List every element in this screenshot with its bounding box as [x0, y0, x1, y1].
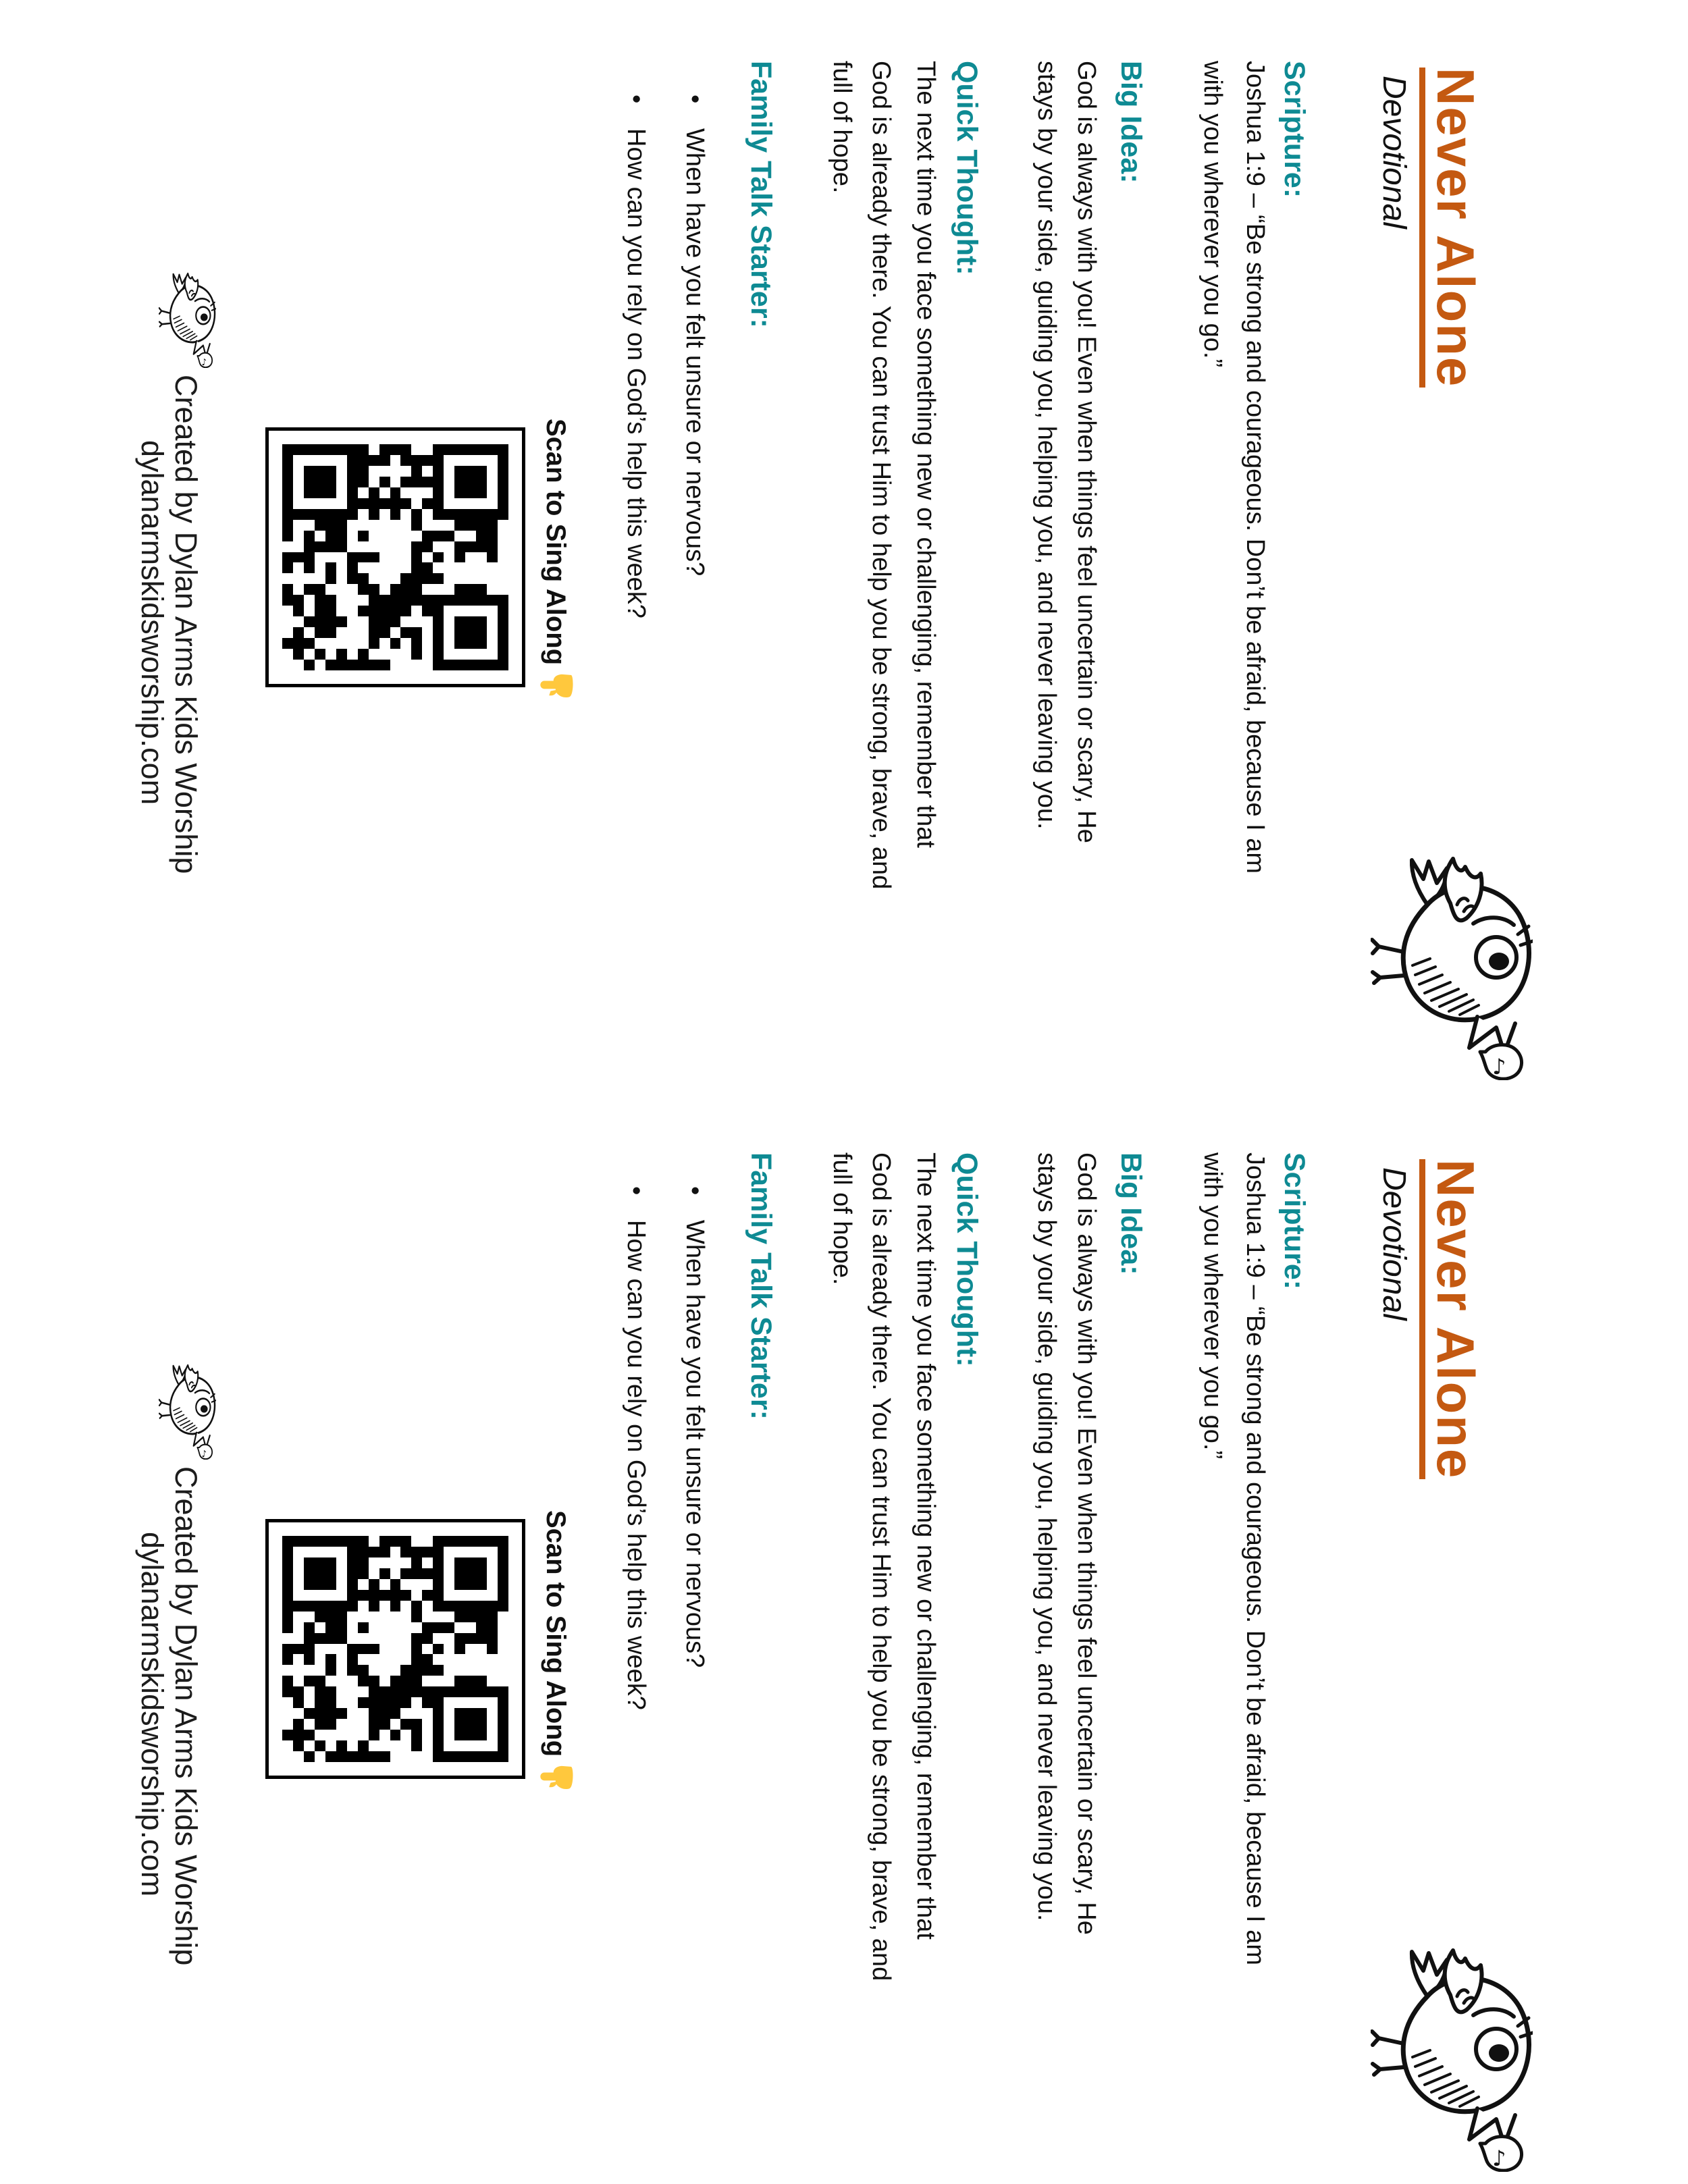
pointing-down-hand-icon [537, 1762, 575, 1792]
quickthought-line-3: full of hope. [828, 61, 856, 194]
bird-mascot-icon [1371, 851, 1533, 1080]
section-heading-familytalk: Family Talk Starter: [745, 61, 777, 328]
bullet-dot-icon: • [622, 95, 650, 104]
bullet-item [621, 1186, 652, 1710]
bullet-dot-icon: • [681, 1186, 709, 1196]
section-heading-bigidea: Big Idea: [1115, 61, 1147, 184]
quickthought-line-3: full of hope. [828, 1152, 856, 1285]
bigidea-line-2: stays by your side, guiding you, helping you, and never leaving you. [1032, 61, 1061, 830]
bigidea-line-1: God is always with you! Even when things feel uncertain or scary, He [1072, 61, 1101, 843]
bigidea-line-2: stays by your side, guiding you, helping you, and never leaving you. [1032, 1152, 1061, 1921]
bullet-item [621, 95, 652, 618]
scripture-line-1: Joshua 1:9 – “Be strong and courageous. Don’t be afraid, because I am [1241, 61, 1269, 874]
scan-to-sing-row [537, 419, 575, 700]
qr-code [265, 1519, 525, 1779]
bigidea-line-1: God is always with you! Even when things feel uncertain or scary, He [1072, 1152, 1101, 1935]
qr-code [265, 427, 525, 687]
scripture-line-1: Joshua 1:9 – “Be strong and courageous. Don’t be afraid, because I am [1241, 1152, 1269, 1966]
bullet-item [679, 95, 710, 576]
scan-to-sing-row [537, 1510, 575, 1792]
card-subtitle: Devotional [1376, 1167, 1412, 1321]
bullet-item [679, 1186, 710, 1668]
devotional-card-bottom [0, 1092, 1688, 2184]
section-heading-quickthought: Quick Thought: [951, 61, 983, 275]
bullet-text: How can you rely on God’s help this week? [622, 128, 650, 618]
quickthought-line-1: The next time you face something new or challenging, remember that [912, 61, 940, 848]
bullet-text: When have you felt unsure or nervous? [681, 128, 709, 577]
quickthought-line-2: God is already there. You can trust Him to help you be strong, brave, and [867, 61, 895, 890]
card-subtitle: Devotional [1376, 76, 1412, 229]
section-heading-scripture: Scripture: [1278, 61, 1311, 198]
scan-to-sing-label: Scan to Sing Along [541, 419, 571, 666]
bullet-text: How can you rely on God’s help this week? [622, 1220, 650, 1710]
pointing-down-hand-icon [537, 670, 575, 700]
bird-mascot-icon [1371, 1942, 1533, 2172]
card-rotated-canvas [0, 1092, 1688, 2183]
qr-modules [282, 1536, 508, 1762]
bullet-dot-icon: • [622, 1186, 650, 1196]
scripture-line-2: with you wherever you go.” [1198, 61, 1227, 368]
card-title: Never Alone [1419, 1159, 1483, 1479]
section-heading-quickthought: Quick Thought: [951, 1152, 983, 1367]
bird-mascot-small-icon [159, 1362, 216, 1460]
footer-website: dylanarmskidsworship.com [135, 440, 169, 805]
footer-credit-line: Created by Dylan Arms Kids Worship [169, 375, 203, 874]
section-heading-scripture: Scripture: [1278, 1152, 1311, 1290]
footer-credit-line: Created by Dylan Arms Kids Worship [169, 1466, 203, 1966]
bullet-dot-icon: • [681, 95, 709, 104]
quickthought-line-2: God is already there. You can trust Him to help you be strong, brave, and [867, 1152, 895, 1981]
scan-to-sing-label: Scan to Sing Along [541, 1510, 571, 1757]
card-title: Never Alone [1419, 68, 1483, 388]
section-heading-bigidea: Big Idea: [1115, 1152, 1147, 1275]
footer-website: dylanarmskidsworship.com [135, 1532, 169, 1897]
qr-modules [282, 444, 508, 670]
bullet-text: When have you felt unsure or nervous? [681, 1220, 709, 1668]
bird-mascot-small-icon [159, 270, 216, 368]
quickthought-line-1: The next time you face something new or challenging, remember that [912, 1152, 940, 1940]
scripture-line-2: with you wherever you go.” [1198, 1152, 1227, 1460]
section-heading-familytalk: Family Talk Starter: [745, 1152, 777, 1420]
